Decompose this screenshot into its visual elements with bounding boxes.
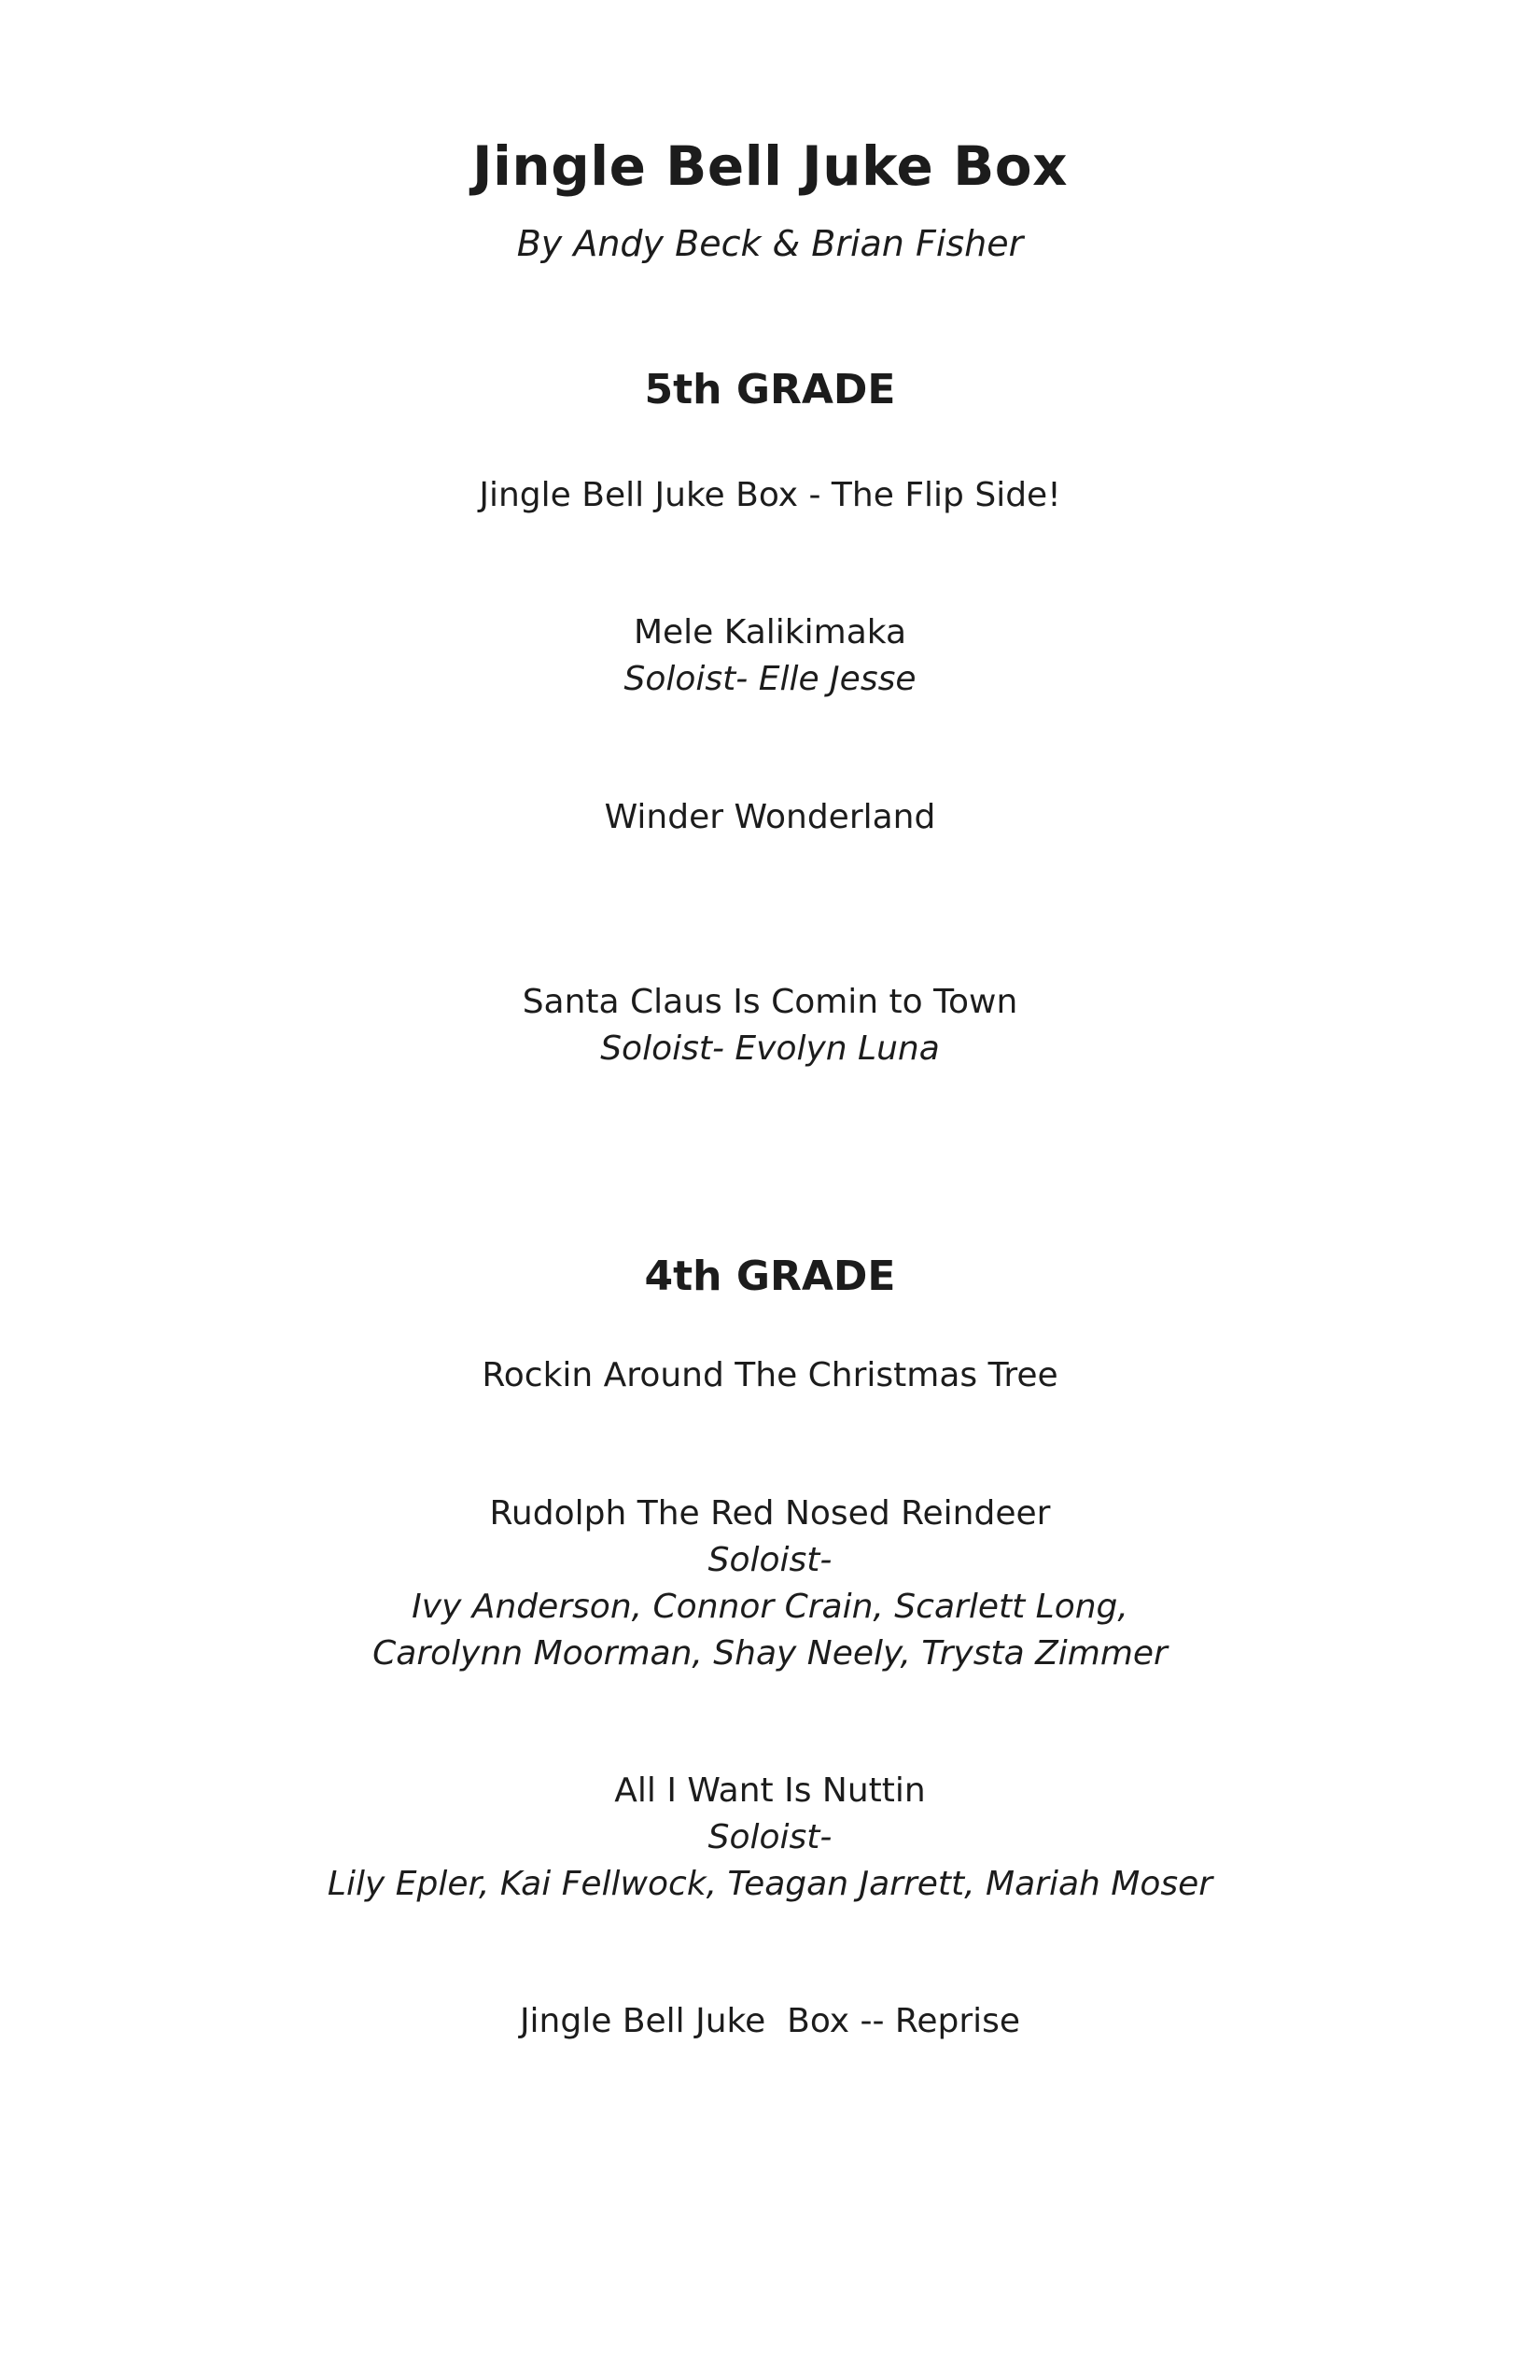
song-title: Rockin Around The Christmas Tree xyxy=(482,1356,1058,1394)
grade-heading-4th: 4th GRADE xyxy=(644,1253,896,1300)
song-title: Rudolph The Red Nosed Reindeer xyxy=(489,1494,1051,1533)
soloist-line: Carolynn Moorman, Shay Neely, Trysta Zimmer xyxy=(372,1634,1168,1673)
program-title: Jingle Bell Juke Box xyxy=(471,134,1069,198)
song-title: Winder Wonderland xyxy=(604,798,936,836)
song-title: All I Want Is Nuttin xyxy=(614,1771,926,1810)
soloist-line: Soloist- xyxy=(707,1818,833,1856)
soloist-line: Ivy Anderson, Connor Crain, Scarlett Long, xyxy=(412,1588,1128,1626)
soloist-line: Lily Epler, Kai Fellwock, Teagan Jarrett, Mariah Moser xyxy=(327,1865,1213,1903)
grade-heading-5th: 5th GRADE xyxy=(644,366,896,413)
song-title: Santa Claus Is Comin to Town xyxy=(522,983,1018,1021)
song-title: Jingle Bell Juke Box - The Flip Side! xyxy=(479,476,1061,514)
song-title: Jingle Bell Juke Box -- Reprise xyxy=(519,2002,1021,2040)
soloist-line: Soloist- xyxy=(707,1541,833,1579)
soloist-line: Soloist- Evolyn Luna xyxy=(600,1029,940,1068)
soloist-line: Soloist- Elle Jesse xyxy=(623,660,917,698)
program-byline: By Andy Beck & Brian Fisher xyxy=(516,223,1024,264)
song-title: Mele Kalikimaka xyxy=(633,613,907,651)
